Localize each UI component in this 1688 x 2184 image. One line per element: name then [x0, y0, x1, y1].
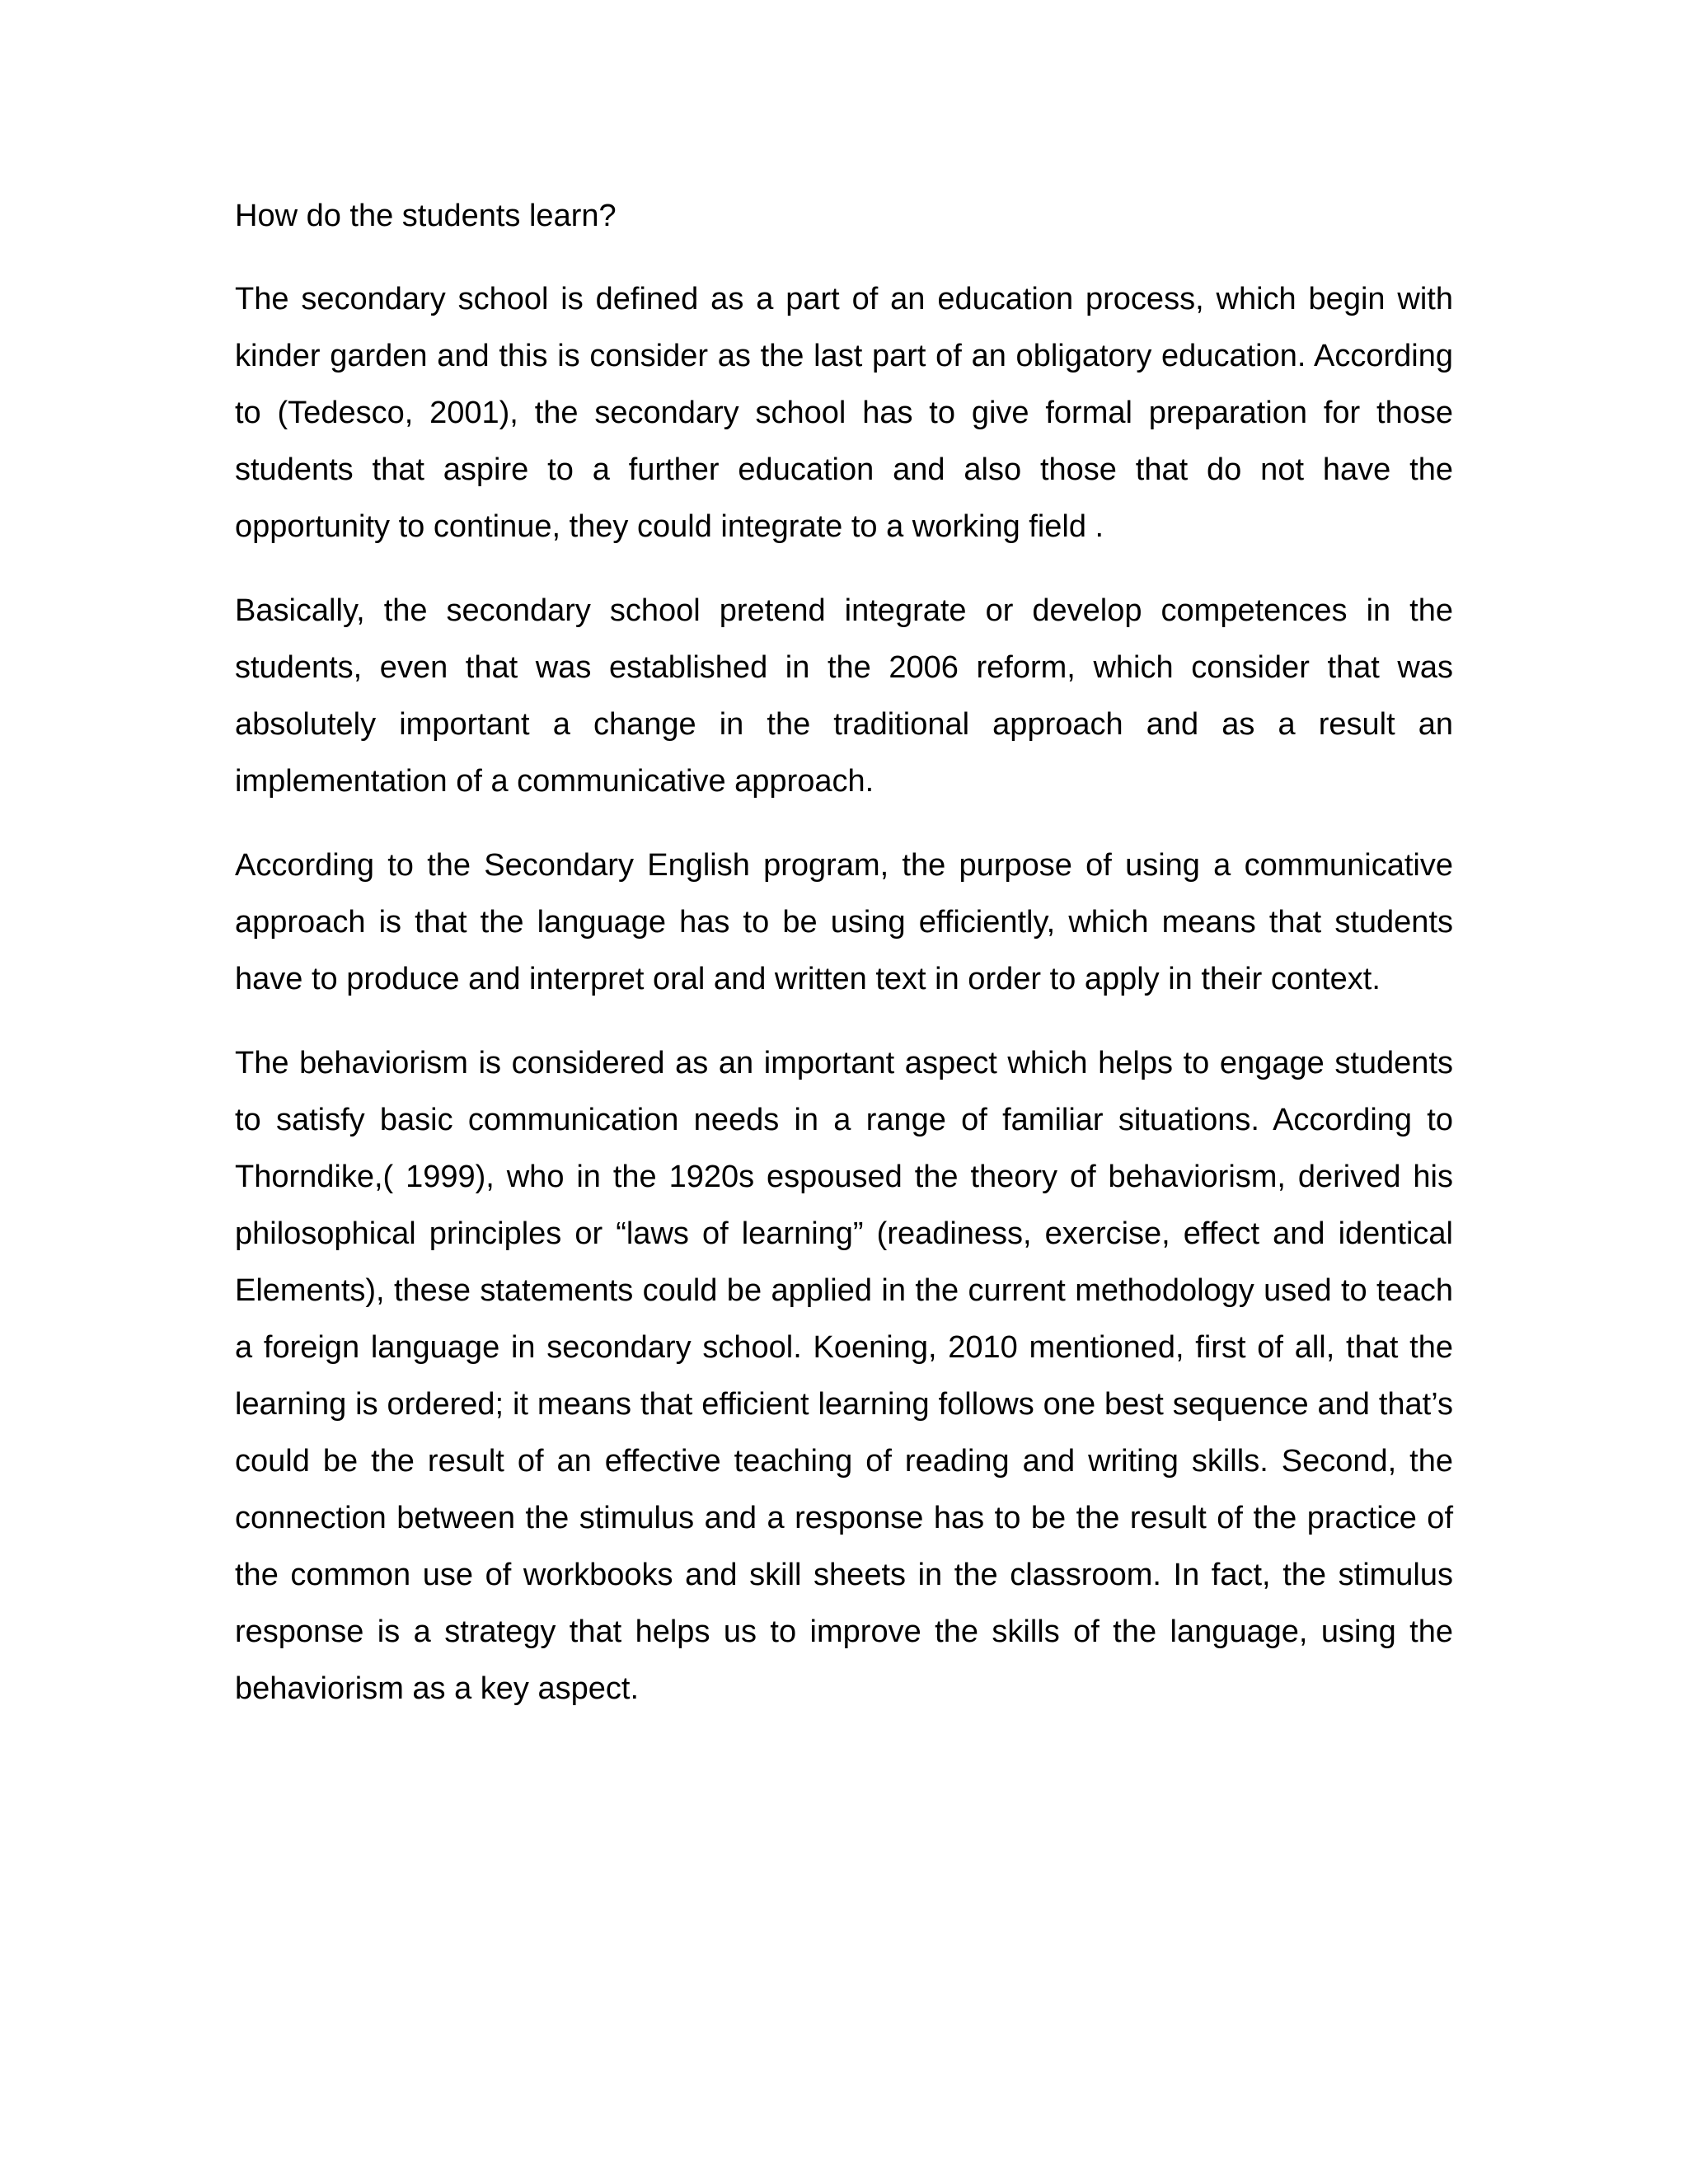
document-body [235, 188, 1453, 1718]
document-heading: How do the students learn? [235, 199, 617, 233]
paragraph-competences-reform: Basically, the secondary school pretend integrate or develop competences in the students, even that was established in the 2006 reform, which consider that was absolutely important a change in the traditional approach and as a result an implementation of a communicative approach. [235, 593, 1453, 799]
paragraph-communicative-approach: According to the Secondary English program, the purpose of using a communicative approach is that the language has to be using efficiently, which means that students have to produce and interpret oral and written text in order to apply in their context. [235, 848, 1453, 996]
paragraph-behaviorism: The behaviorism is considered as an important aspect which helps to engage students to satisfy basic communication needs in a range of familiar situations. According to Thorndike,( 1999), who in the 1920s espoused the theory of behaviorism, derived his philosophical principles or “laws of learning” (readiness, exercise, effect and identical Elements), these statements could be applied in the current methodology used to teach a foreign language in secondary school. Koening, 2010 mentioned, first of all, that the learning is ordered; it means that efficient learning follows one best sequence and that’s could be the result of an effective teaching of reading and writing skills. Second, the connection between the stimulus and a response has to be the result of the practice of the common use of workbooks and skill sheets in the classroom. In fact, the stimulus response is a strategy that helps us to improve the skills of the language, using the behaviorism as a key aspect. [235, 1046, 1453, 1706]
paragraph-secondary-school-definition: The secondary school is defined as a part of an education process, which begin with kinder garden and this is consider as the last part of an obligatory education. According to (Tedesco, 2001), the secondary school has to give formal preparation for those students that aspire to a further education and also those that do not have the opportunity to continue, they could integrate to a working field . [235, 282, 1453, 544]
